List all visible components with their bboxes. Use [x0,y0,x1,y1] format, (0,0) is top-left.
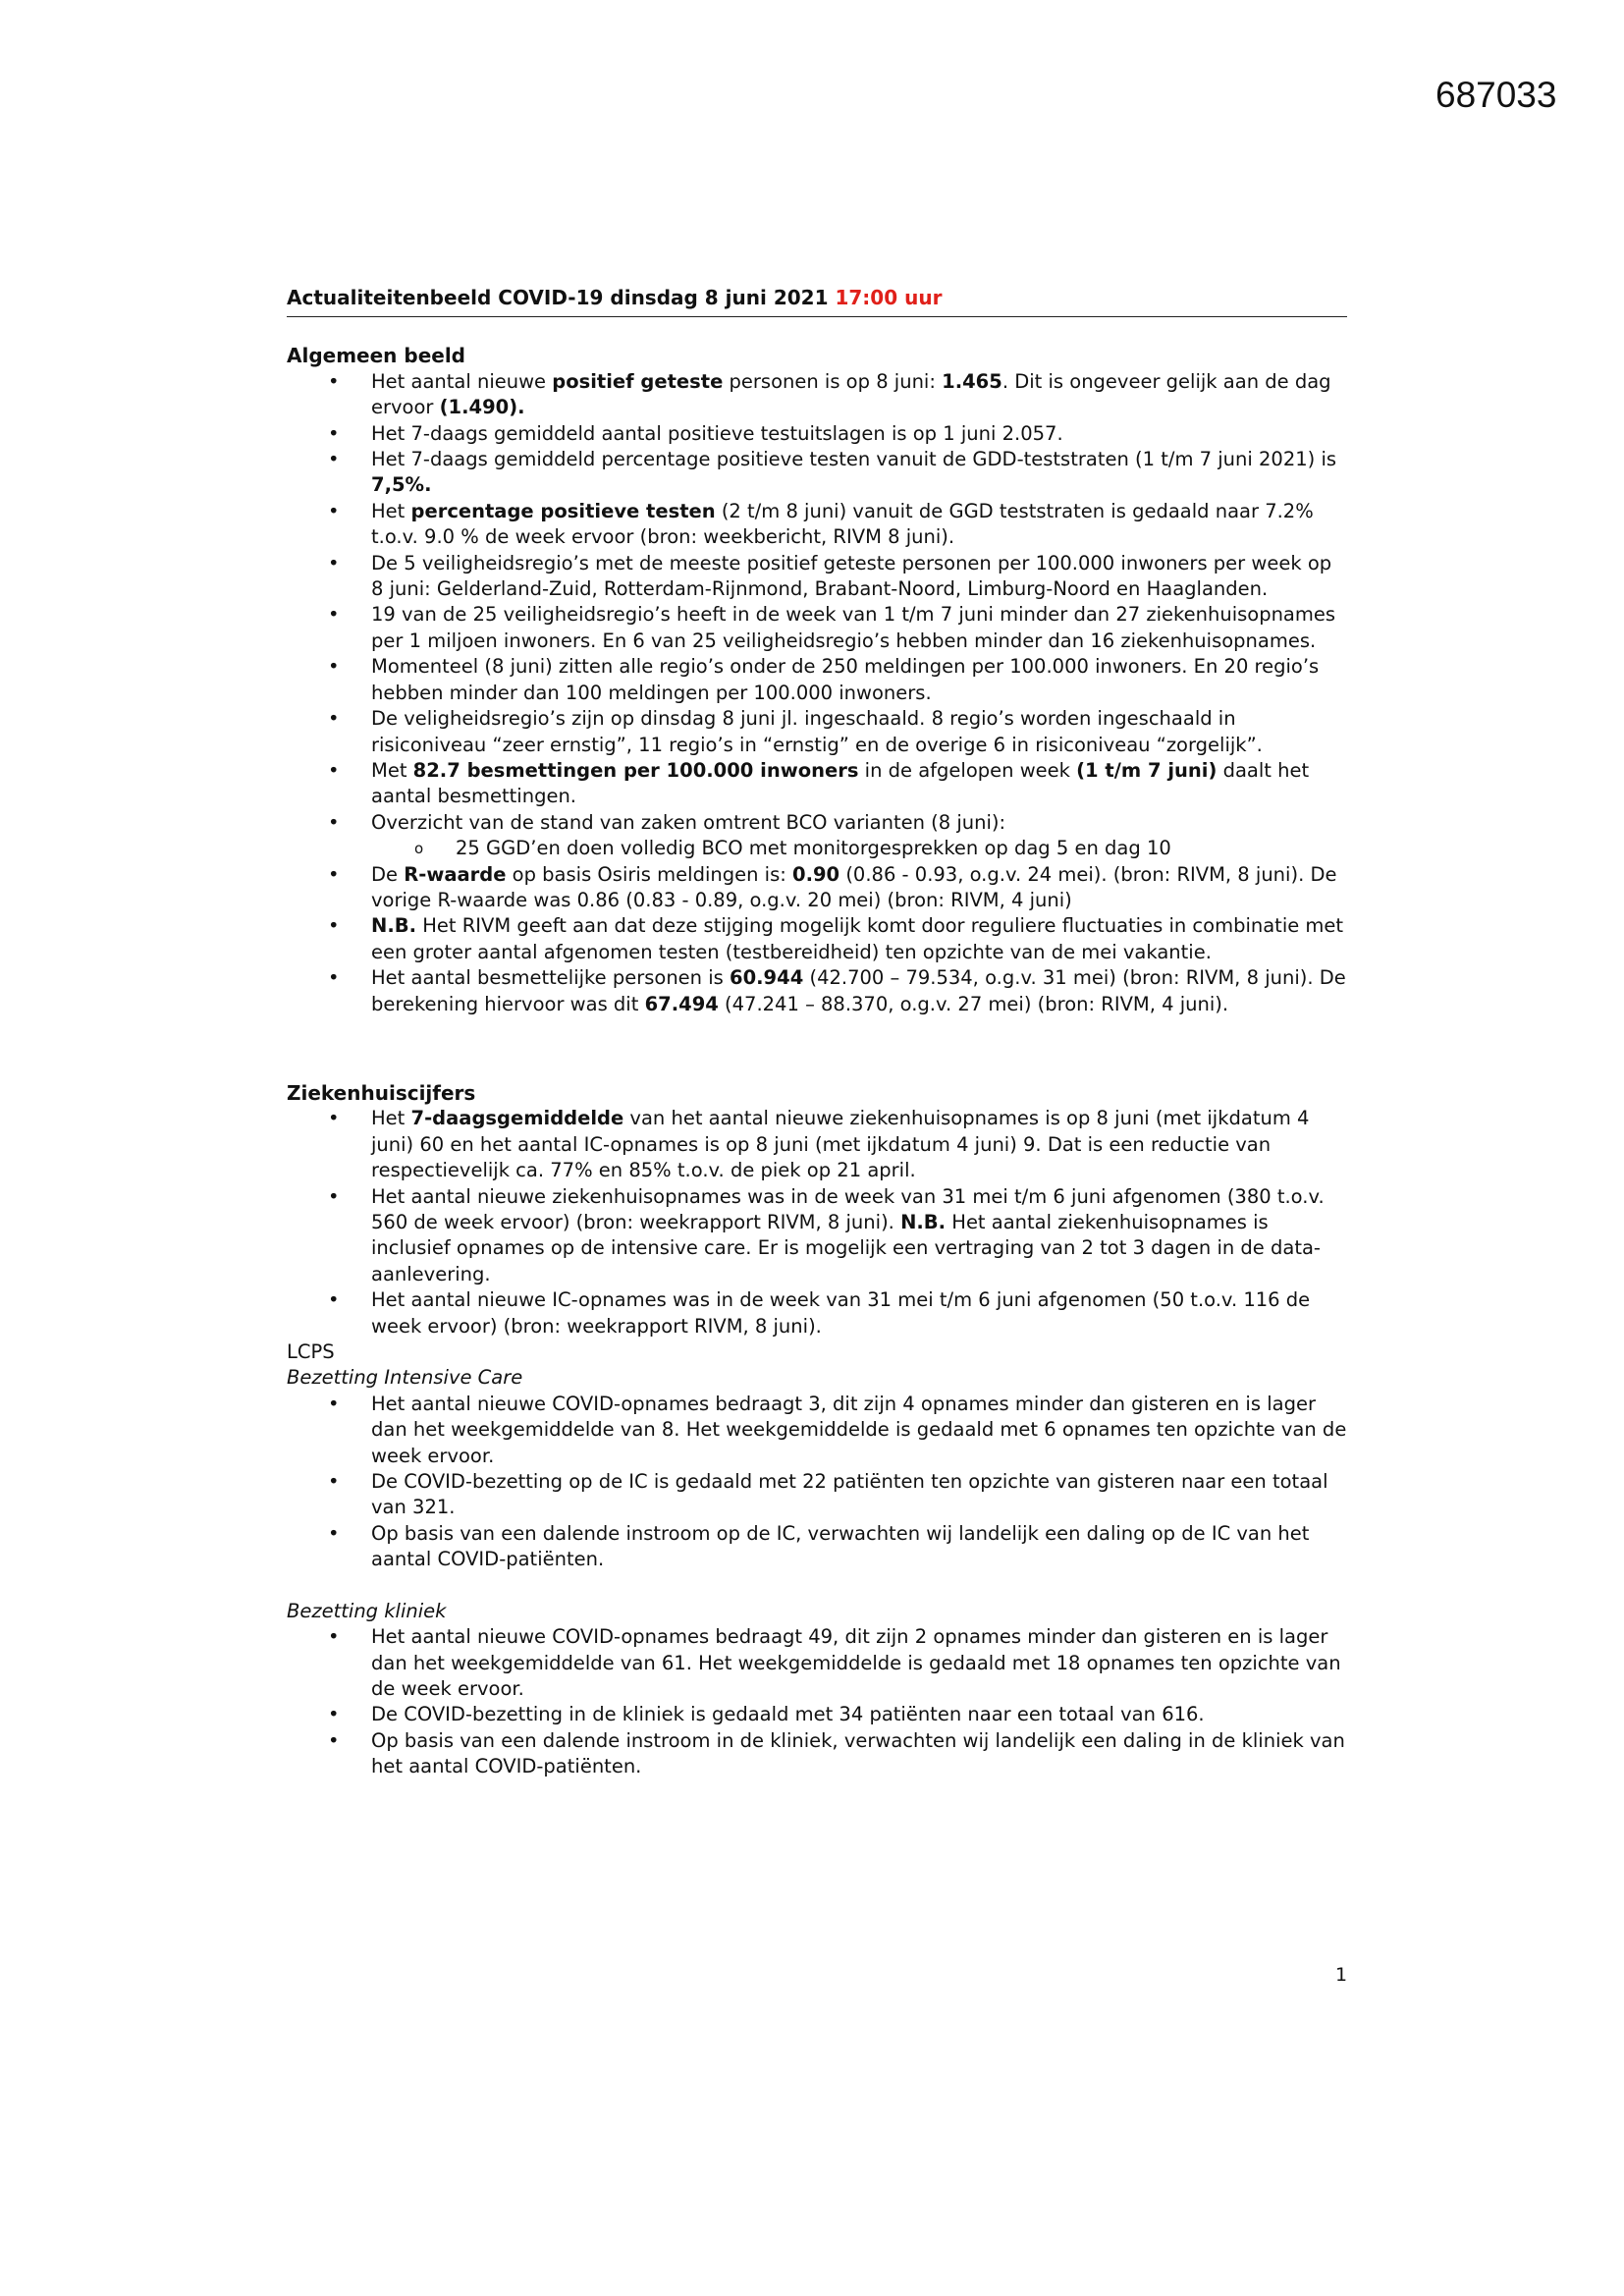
text: Het RIVM geeft aan dat deze stijging mogelijk komt door reguliere fluctuaties in combinatie met een groter aantal afgenomen testen (testbereidheid) ten opzichte van de mei vakantie. [371,914,1344,963]
bold-text: N.B. [371,914,416,938]
list-item [287,499,1347,551]
text: De veligheidsregio’s zijn op dinsdag 8 juni jl. ingeschaald. 8 regio’s worden ingeschaald in risiconiveau “zeer ernstig”, 11 regio’s in “ernstig” en de overige 6 in risiconiveau “zorgelijk”. [371,707,1263,756]
bold-text: 60.944 [730,966,804,990]
list-item [287,1287,1347,1339]
text: De COVID-bezetting op de IC is gedaald met 22 patiënten ten opzichte van gisteren naar een totaal van 321. [371,1470,1328,1519]
text: Het aantal nieuwe COVID-opnames bedraagt 49, dit zijn 2 opnames minder dan gisteren en is lager dan het weekgemiddelde van 61. Het weekgemiddelde is gedaald met 18 opnames ten opzichte van de week ervoor. [371,1625,1341,1700]
list-item [287,654,1347,706]
text: Op basis van een dalende instroom op de IC, verwachten wij landelijk een daling op de IC van het aantal COVID-patiënten. [371,1521,1310,1571]
text: Het aantal nieuwe COVID-opnames bedraagt 3, dit zijn 4 opnames minder dan gisteren en is lager dan het weekgemiddelde van 8. Het weekgemiddelde is gedaald met 6 opnames ten opzichte van de week ervoor. [371,1392,1347,1467]
text: Het aantal nieuwe ziekenhuisopnames was in de week van 31 mei t/m 6 juni afgenomen (380 t.o.v. 560 de week ervoor) (bron: weekrapport RIVM, 8 juni). [371,1184,1325,1233]
list-item [287,810,1347,836]
bold-text: 0.90 [792,862,840,886]
list-item [287,706,1347,758]
list-item [287,836,1347,861]
document-page [287,285,1347,1780]
list-item [287,965,1347,1017]
list-item [287,1521,1347,1573]
text: van het aantal nieuwe ziekenhuisopnames is op 8 juni (met ijkdatum 4 juni) 60 en het aantal IC-opnames is op 8 juni (met ijkdatum 4 juni) 9. Dat is een reductie van respectievelijk ca. 77% en 85% t.o.v. de piek op 21 april. [371,1107,1310,1182]
list-item [287,758,1347,810]
text: (0.86 - 0.93, o.g.v. 24 mei). (bron: RIVM, 8 juni). De vorige R-waarde was 0.86 (0.83 - 0.89, o.g.v. 20 mei) (bron: RIVM, 4 juni) [371,862,1337,911]
bold-text: (1 t/m 7 juni) [1076,758,1218,782]
text: Met [371,758,413,782]
list-item [287,1728,1347,1780]
list-item [287,447,1347,499]
text: 25 GGD’en doen volledig BCO met monitorgesprekken op dag 5 en dag 10 [456,837,1171,860]
list-item [287,1702,1347,1727]
page-title [287,285,1347,317]
bold-text: R-waarde [404,862,507,886]
text: Het aantal nieuwe [371,369,553,393]
text: (42.700 – 79.534, o.g.v. 31 mei) (bron: RIVM, 8 juni). De berekening hiervoor was dit [371,966,1346,1015]
list-item [287,602,1347,654]
list-kliniek [287,1624,1347,1779]
list-item [287,1106,1347,1183]
bold-text: N.B. [900,1211,947,1233]
heading-bezetting-ic: Bezetting Intensive Care [287,1366,523,1390]
text: Overzicht van de stand van zaken omtrent BCO varianten (8 juni): [371,810,1006,834]
list-item [287,551,1347,603]
text: op basis Osiris meldingen is: [506,862,792,886]
text: (47.241 – 88.370, o.g.v. 27 mei) (bron: RIVM, 4 juni). [718,992,1229,1015]
list-item [287,369,1347,421]
text: Het [371,1107,411,1130]
title-time: 17:00 uur [835,286,943,309]
bold-text: (1.490). [439,396,525,419]
list-item [287,1624,1347,1702]
heading-bezetting-kliniek: Bezetting kliniek [287,1599,447,1622]
text: Het 7-daags gemiddeld aantal positieve testuitslagen is op 1 juni 2.057. [371,421,1063,445]
lcps-label: LCPS [287,1340,335,1364]
bold-text: percentage positieve testen [410,499,716,522]
text: De 5 veiligheidsregio’s met de meeste positief geteste personen per 100.000 inwoners per week op 8 juni: Gelderland-Zuid, Rotterdam-Rijnmond, Brabant-Noord, Limburg-Noord en Haaglanden. [371,551,1332,601]
text: personen is op 8 juni: [723,369,943,393]
text: daalt het aantal besmettingen. [371,758,1310,808]
text: De [371,862,405,886]
list-item [287,421,1347,447]
list-ziekenhuis [287,1106,1347,1339]
document-number: 687033 [1435,75,1557,115]
bold-text: 82.7 besmettingen per 100.000 inwoners [412,758,859,782]
bold-text: 7,5%. [371,473,432,497]
text: Momenteel (8 juni) zitten alle regio’s onder de 250 meldingen per 100.000 inwoners. En 20 regio’s hebben minder dan 100 meldingen per 100.000 inwoners. [371,655,1320,704]
list-item [287,862,1347,914]
text: in de afgelopen week [858,758,1077,782]
list-item [287,913,1347,965]
text: . Dit is ongeveer gelijk aan de dag ervoor [371,369,1331,419]
text: Het [371,499,411,522]
text: 19 van de 25 veiligheidsregio’s heeft in de week van 1 t/m 7 juni minder dan 27 ziekenhuisopnames per 1 miljoen inwoners. En 6 van 25 veiligheidsregio’s hebben minder dan 16 ziekenhuisopnames. [371,603,1336,652]
text: De COVID-bezetting in de kliniek is gedaald met 34 patiënten naar een totaal van 616. [371,1703,1205,1726]
list-item [287,1392,1347,1469]
heading-ziekenhuiscijfers: Ziekenhuiscijfers [287,1080,476,1105]
title-text: Actualiteitenbeeld COVID-19 dinsdag 8 juni 2021 [287,286,836,309]
text: Het aantal ziekenhuisopnames is inclusief opnames op de intensive care. Er is mogelijk een vertraging van 2 tot 3 dagen in de data-aanlevering. [371,1211,1321,1285]
text: (2 t/m 8 juni) vanuit de GGD teststraten is gedaald naar 7.2% t.o.v. 9.0 % de week ervoor (bron: weekbericht, RIVM 8 juni). [371,499,1314,549]
list-ic [287,1392,1347,1573]
list-algemeen [287,369,1347,1017]
text: Het aantal nieuwe IC-opnames was in de week van 31 mei t/m 6 juni afgenomen (50 t.o.v. 116 de week ervoor) (bron: weekrapport RIVM, 8 juni). [371,1288,1311,1338]
heading-algemeen-beeld: Algemeen beeld [287,344,466,368]
bold-text: 1.465 [942,369,1002,393]
text: Op basis van een dalende instroom in de kliniek, verwachten wij landelijk een daling in de kliniek van het aantal COVID-patiënten. [371,1728,1345,1778]
list-item [287,1184,1347,1288]
page-number: 1 [1335,1964,1348,1986]
text: Het 7-daags gemiddeld percentage positieve testen vanuit de GDD-teststraten (1 t/m 7 juni 2021) is [371,448,1337,471]
bold-text: positief geteste [552,369,724,393]
list-item [287,1469,1347,1521]
text: Het aantal besmettelijke personen is [371,966,731,990]
bold-text: 7-daagsgemiddelde [410,1107,624,1130]
bold-text: 67.494 [644,992,719,1015]
